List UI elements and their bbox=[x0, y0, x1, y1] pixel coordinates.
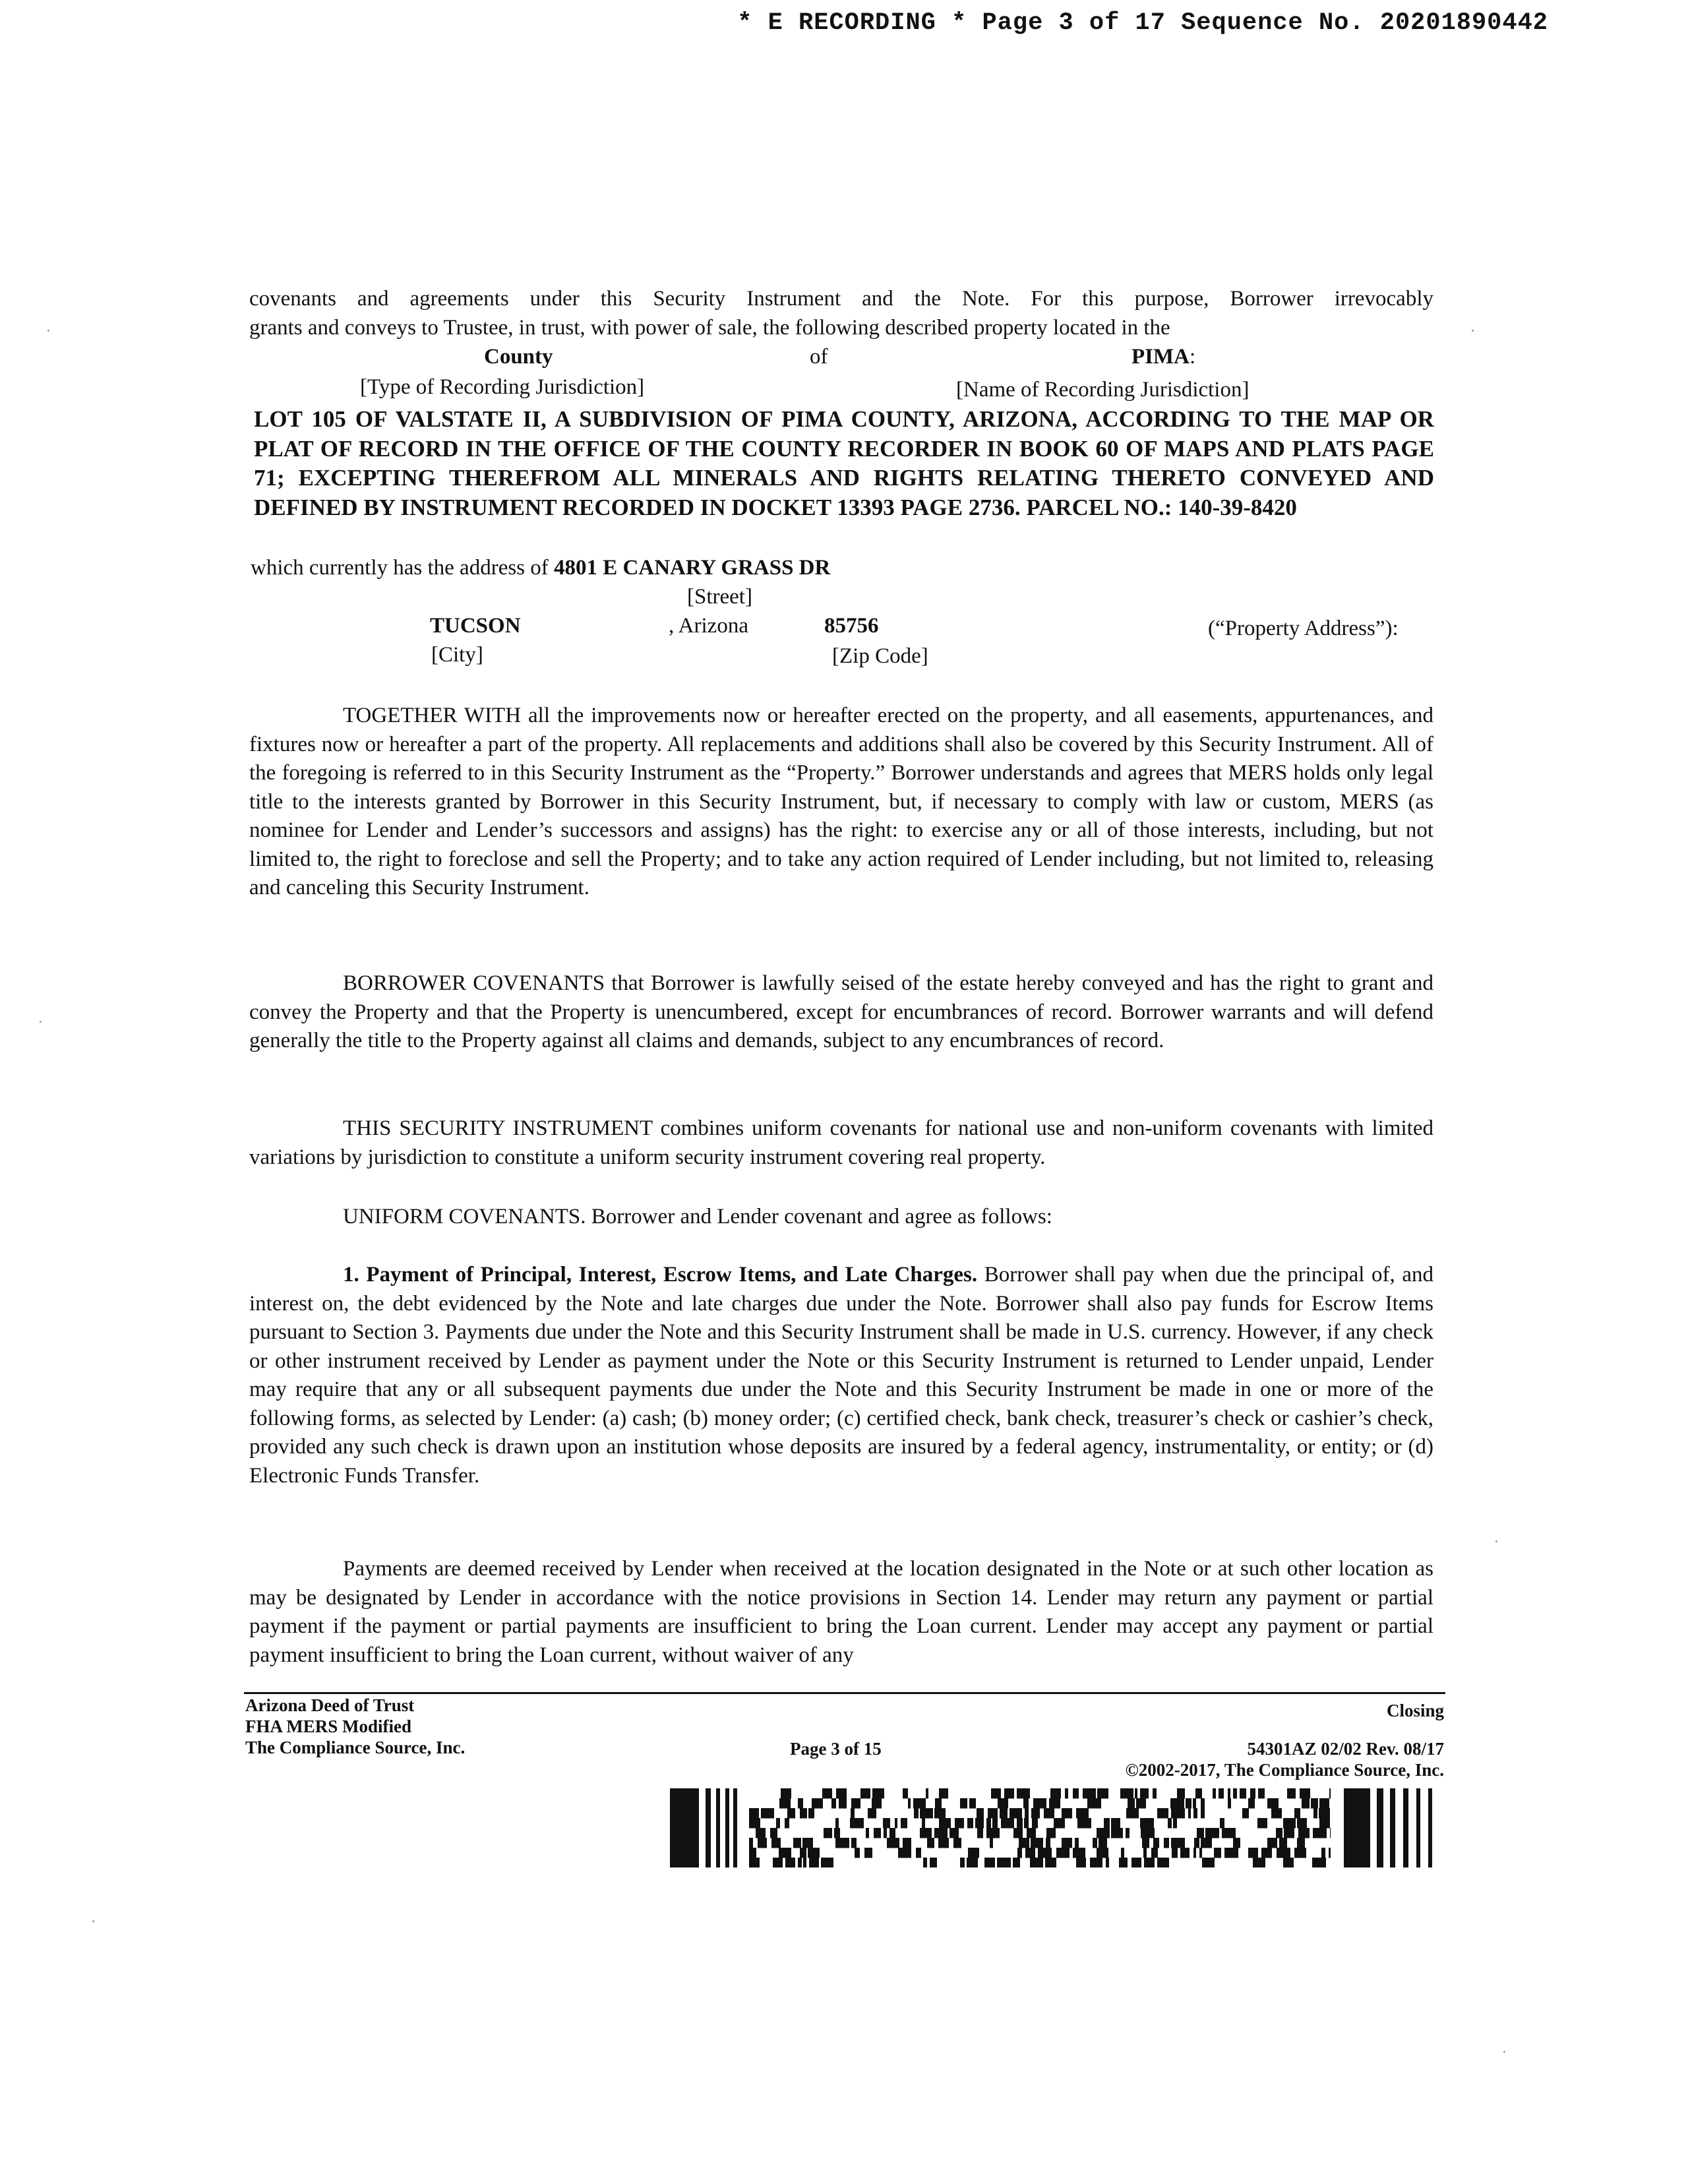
scan-speck bbox=[40, 1021, 42, 1023]
intro-line-2: grants and conveys to Trustee, in trust, with power of sale, the following described property located in the bbox=[249, 315, 1170, 340]
jurisdiction-name-value: PIMA bbox=[1131, 345, 1190, 369]
recording-stamp: * E RECORDING * Page 3 of 17 Sequence No. 20201890442 bbox=[737, 9, 1548, 37]
scan-speck bbox=[1495, 1540, 1497, 1542]
footer-stage: Closing bbox=[1386, 1701, 1444, 1720]
footer-form-code: 54301AZ 02/02 Rev. 08/17 bbox=[1247, 1739, 1444, 1759]
scan-speck bbox=[47, 330, 49, 332]
borrower-covenants-paragraph: BORROWER COVENANTS that Borrower is lawfully seised of the estate hereby conveyed and has the right to grant and convey the Property and that the Property is unencumbered, except for encumbrances of record. Borrower warrants and will defend generally the title to the Property against all claims and demands, subject to any encumbrances of record. bbox=[249, 971, 1433, 1052]
intro-paragraph bbox=[249, 285, 1433, 342]
section-1-body: Borrower shall pay when due the principal of, and interest on, the debt evidenced by the Note and late charges due under the Note. Borrower shall also pay funds for Escrow Items pursuant to Section 3. Payments due under the Note and this Security Instrument shall be made in U.S. currency. However, if any check or other instrument received by Lender as payment under the Note or this Security Instrument is returned to Lender unpaid, Lender may require that any or all subsequent payments due under the Note and this Security Instrument be made in one or more of the following forms, as selected by Lender: (a) cash; (b) money order; (c) certified check, bank check, treasurer’s check or cashier’s check, provided any such check is drawn upon an institution whose deposits are insured by a federal agency, instrumentality, or entity; or (d) Electronic Funds Transfer. bbox=[249, 1263, 1433, 1488]
jurisdiction-of: of bbox=[810, 345, 828, 369]
security-instrument-paragraph: THIS SECURITY INSTRUMENT combines uniform covenants for national use and non-uniform covenants with limited variations by jurisdiction to constitute a uniform security instrument covering real property. bbox=[249, 1116, 1433, 1169]
footer-page-number: Page 3 of 15 bbox=[790, 1739, 882, 1759]
intro-line-1: covenants and agreements under this Security Instrument and the Note. For this purpose, Borrower irrevocably bbox=[249, 287, 1433, 311]
footer-copyright: ©2002-2017, The Compliance Source, Inc. bbox=[1125, 1760, 1444, 1780]
jurisdiction-name bbox=[1131, 343, 1195, 372]
zip-caption: [Zip Code] bbox=[832, 644, 928, 668]
legal-description: LOT 105 OF VALSTATE II, A SUBDIVISION OF PIMA COUNTY, ARIZONA, ACCORDING TO THE MAP OR PLAT OF RECORD IN THE OFFICE OF THE COUNTY RECORDER IN BOOK 60 OF MAPS AND PLATS PAGE 71; EXCEPTING THEREFROM ALL MINERALS AND RIGHTS RELATING THERETO CONVEYED AND DEFINED BY INSTRUMENT RECORDED IN DOCKET 13393 PAGE 2736. PARCEL NO.: 140-39-8420 bbox=[254, 406, 1434, 520]
street-caption: [Street] bbox=[687, 585, 752, 609]
together-with-paragraph: TOGETHER WITH all the improvements now or hereafter erected on the property, and all easements, appurtenances, and fixtures now or hereafter a part of the property. All replacements and additions shall also be covered by this Security Instrument. All of the foregoing is referred to in this Security Instrument as the “Property.” Borrower understands and agrees that MERS holds only legal title to the interests granted by Borrower in this Security Instrument, but, if necessary to comply with law or custom, MERS (as nominee for Lender and Lender’s successors and assigns) has the right: to exercise any or all of those interests, including, but not limited to, the right to foreclose and sell the Property; and to take any action required of Lender including, but not limited to, releasing and canceling this Security Instrument. bbox=[249, 704, 1433, 899]
scan-speck bbox=[1503, 2051, 1505, 2053]
address-line bbox=[251, 554, 830, 583]
zip-value: 85756 bbox=[824, 614, 879, 638]
section-1-paragraph bbox=[249, 1261, 1433, 1490]
footer-publisher: The Compliance Source, Inc. bbox=[245, 1738, 466, 1757]
address-prefix: which currently has the address of bbox=[251, 556, 549, 580]
jurisdiction-type-value: County bbox=[484, 345, 553, 369]
city-caption: [City] bbox=[431, 643, 483, 667]
city-value: TUCSON bbox=[430, 614, 521, 638]
scan-speck bbox=[92, 1920, 94, 1922]
state-value: , Arizona bbox=[669, 614, 748, 638]
footer-form-variant: FHA MERS Modified bbox=[245, 1716, 412, 1736]
jurisdiction-type-caption: [Type of Recording Jurisdiction] bbox=[360, 375, 645, 399]
payments-paragraph: Payments are deemed received by Lender when received at the location designated in the Note or at such other location as may be designated by Lender in accordance with the notice provisions in Section 14. Lender may return any payment or partial payment if the payment or partial payments are insufficient to bring the Loan current. Lender may accept any payment or partial payment insufficient to bring the Loan current, without waiver of any bbox=[249, 1557, 1433, 1667]
footer-form-name: Arizona Deed of Trust bbox=[245, 1695, 415, 1715]
jurisdiction-name-suffix: : bbox=[1189, 345, 1196, 369]
street-value: 4801 E CANARY GRASS DR bbox=[554, 556, 831, 580]
section-1-heading: 1. Payment of Principal, Interest, Escrow Items, and Late Charges. bbox=[343, 1263, 978, 1287]
jurisdiction-name-caption: [Name of Recording Jurisdiction] bbox=[956, 378, 1250, 402]
footer-rule bbox=[244, 1692, 1445, 1694]
uniform-covenants-paragraph: UNIFORM COVENANTS. Borrower and Lender covenant and agree as follows: bbox=[343, 1205, 1052, 1228]
property-address-label: (“Property Address”): bbox=[1208, 617, 1399, 640]
scan-speck bbox=[1472, 330, 1474, 332]
barcode-image bbox=[670, 1788, 1443, 1867]
